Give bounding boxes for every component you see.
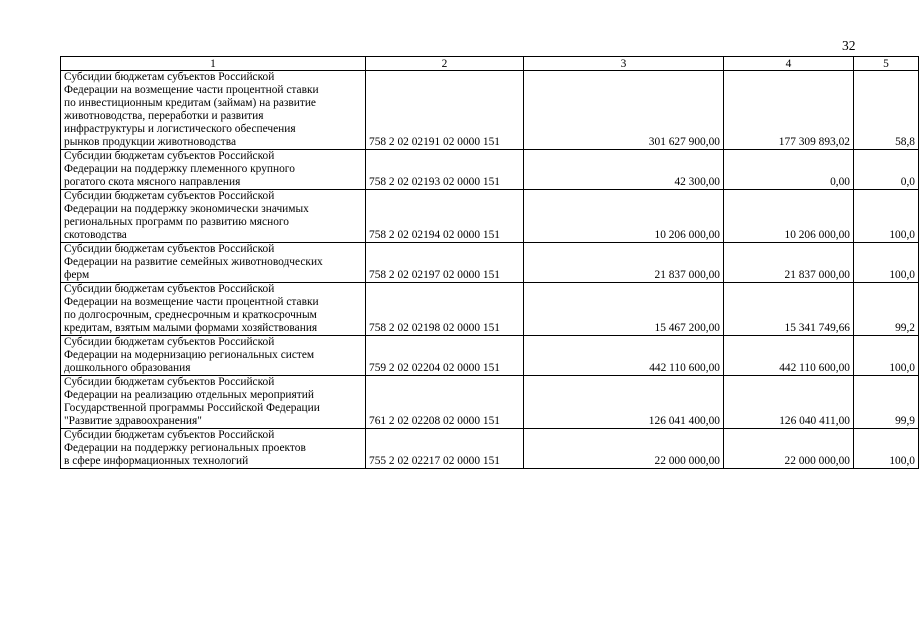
row-executed-cell: 177 309 893,02	[724, 71, 854, 150]
row-plan-cell: 126 041 400,00	[524, 376, 724, 429]
row-executed-cell: 442 110 600,00	[724, 336, 854, 376]
row-percent-cell: 99,9	[854, 376, 919, 429]
row-executed-cell: 15 341 749,66	[724, 283, 854, 336]
row-name-line: Субсидии бюджетам субъектов Российской	[64, 71, 275, 83]
row-name-cell	[61, 283, 366, 336]
row-name-line: кредитам, взятым малыми формами хозяйствования	[64, 322, 318, 334]
row-name-cell	[61, 190, 366, 243]
row-name-cell	[61, 243, 366, 283]
row-code-cell: 758 2 02 02193 02 0000 151	[366, 150, 524, 190]
row-name-cell	[61, 336, 366, 376]
row-executed-cell: 22 000 000,00	[724, 429, 854, 469]
row-plan-cell: 10 206 000,00	[524, 190, 724, 243]
row-code-cell: 761 2 02 02208 02 0000 151	[366, 376, 524, 429]
row-name-line: Федерации на реализацию отдельных мероприятий	[64, 389, 314, 401]
header-cell-4: 4	[724, 57, 854, 71]
row-code-cell: 758 2 02 02194 02 0000 151	[366, 190, 524, 243]
row-name-cell	[61, 150, 366, 190]
row-name-line: дошкольного образования	[64, 362, 191, 374]
table-row	[61, 376, 919, 429]
header-cell-5: 5	[854, 57, 919, 71]
row-percent-cell: 100,0	[854, 336, 919, 376]
row-name-line: инфраструктуры и логистического обеспечения	[64, 123, 296, 135]
row-name-line: Субсидии бюджетам субъектов Российской	[64, 376, 275, 388]
table-row	[61, 190, 919, 243]
row-name-line: Федерации на возмещение части процентной ставки	[64, 84, 319, 96]
header-cell-1: 1	[61, 57, 366, 71]
page-number: 32	[842, 38, 856, 53]
table-row	[61, 429, 919, 469]
row-name-cell	[61, 429, 366, 469]
table-body	[61, 71, 919, 469]
header-cell-2: 2	[366, 57, 524, 71]
row-percent-cell: 99,2	[854, 283, 919, 336]
row-plan-cell: 442 110 600,00	[524, 336, 724, 376]
row-name-line: по долгосрочным, среднесрочным и краткосрочным	[64, 309, 317, 321]
row-executed-cell: 0,00	[724, 150, 854, 190]
row-name-line: скотоводства	[64, 229, 127, 241]
row-percent-cell: 58,8	[854, 71, 919, 150]
row-name-line: рогатого скота мясного направления	[64, 176, 241, 188]
row-executed-cell: 21 837 000,00	[724, 243, 854, 283]
row-percent-cell: 100,0	[854, 429, 919, 469]
table-row	[61, 283, 919, 336]
row-name-line: по инвестиционным кредитам (займам) на развитие	[64, 97, 316, 109]
row-name-line: Федерации на возмещение части процентной ставки	[64, 296, 319, 308]
row-plan-cell: 22 000 000,00	[524, 429, 724, 469]
row-plan-cell: 21 837 000,00	[524, 243, 724, 283]
budget-table	[60, 56, 919, 469]
row-executed-cell: 126 040 411,00	[724, 376, 854, 429]
table-row	[61, 336, 919, 376]
row-name-line: Субсидии бюджетам субъектов Российской	[64, 150, 275, 162]
row-percent-cell: 100,0	[854, 243, 919, 283]
row-name-line: Субсидии бюджетам субъектов Российской	[64, 190, 275, 202]
row-code-cell: 758 2 02 02191 02 0000 151	[366, 71, 524, 150]
row-name-line: региональных программ по развитию мясного	[64, 216, 289, 228]
row-name-line: Федерации на развитие семейных животноводческих	[64, 256, 323, 268]
row-name-line: Субсидии бюджетам субъектов Российской	[64, 429, 275, 441]
table-row	[61, 150, 919, 190]
table-row	[61, 71, 919, 150]
row-name-line: ферм	[64, 269, 90, 281]
table-row	[61, 243, 919, 283]
row-percent-cell: 0,0	[854, 150, 919, 190]
row-name-line: Субсидии бюджетам субъектов Российской	[64, 283, 275, 295]
row-code-cell: 755 2 02 02217 02 0000 151	[366, 429, 524, 469]
row-name-line: Субсидии бюджетам субъектов Российской	[64, 336, 275, 348]
row-name-line: животноводства, переработки и развития	[64, 110, 264, 122]
row-code-cell: 758 2 02 02198 02 0000 151	[366, 283, 524, 336]
row-code-cell: 759 2 02 02204 02 0000 151	[366, 336, 524, 376]
row-executed-cell: 10 206 000,00	[724, 190, 854, 243]
row-name-line: Федерации на поддержку племенного крупного	[64, 163, 295, 175]
row-name-line: Федерации на поддержку экономически значимых	[64, 203, 309, 215]
row-name-line: "Развитие здравоохранения"	[64, 415, 202, 427]
row-plan-cell: 42 300,00	[524, 150, 724, 190]
row-name-line: в сфере информационных технологий	[64, 455, 249, 467]
row-name-cell	[61, 71, 366, 150]
header-cell-3: 3	[524, 57, 724, 71]
row-percent-cell: 100,0	[854, 190, 919, 243]
row-name-line: рынков продукции животноводства	[64, 136, 236, 148]
row-name-cell	[61, 376, 366, 429]
row-name-line: Федерации на модернизацию региональных систем	[64, 349, 315, 361]
row-plan-cell: 15 467 200,00	[524, 283, 724, 336]
row-name-line: Субсидии бюджетам субъектов Российской	[64, 243, 275, 255]
row-plan-cell: 301 627 900,00	[524, 71, 724, 150]
header-row	[61, 57, 919, 71]
row-code-cell: 758 2 02 02197 02 0000 151	[366, 243, 524, 283]
row-name-line: Государственной программы Российской Федерации	[64, 402, 320, 414]
row-name-line: Федерации на поддержку региональных проектов	[64, 442, 306, 454]
